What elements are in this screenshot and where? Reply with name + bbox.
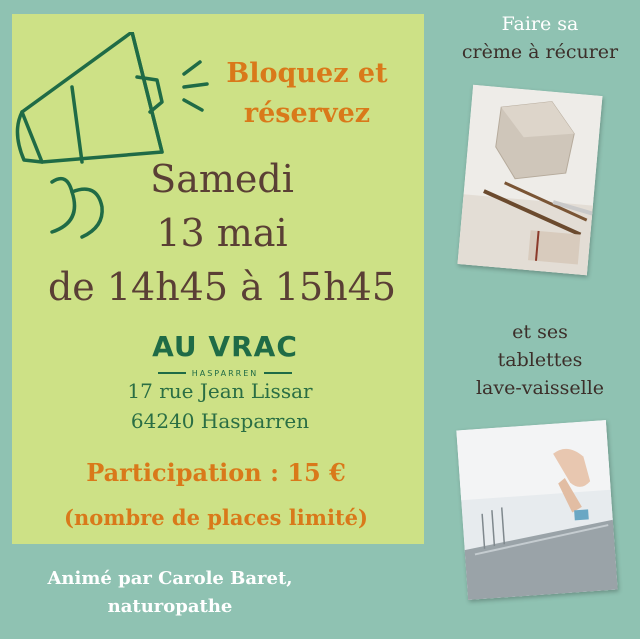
headline-line-1: Bloquez et: [226, 58, 388, 89]
logo-rule-right: [264, 372, 292, 374]
workshop-1-title: [440, 10, 640, 66]
dishwasher-image: [456, 420, 617, 600]
host-line-1: Animé par Carole Baret,: [47, 568, 293, 589]
event-date: 13 mai: [156, 211, 288, 255]
address-line-2: 64240 Hasparren: [130, 409, 310, 433]
workshop-2-line-1: et ses: [512, 321, 568, 343]
workshop-2-line-3: lave-vaisselle: [475, 377, 605, 399]
photo-dishwasher-tablets: [456, 420, 617, 600]
workshop-2-line-2: tablettes: [497, 349, 583, 371]
shop-logo: AU VRAC: [152, 330, 298, 363]
headline: [202, 54, 412, 134]
logo-subtitle-text: HASPARREN: [191, 368, 259, 378]
cleaning-cream-image: [457, 85, 602, 276]
logo-rule-left: [158, 372, 186, 374]
workshop-1-line-1: Faire sa: [501, 13, 579, 35]
participation-note: (nombre de places limité): [64, 505, 368, 530]
participation-price: Participation : 15 €: [86, 458, 346, 487]
host-line-2: naturopathe: [107, 596, 233, 617]
event-day: Samedi: [150, 157, 294, 201]
host-credit: [0, 565, 340, 621]
address-line-1: 17 rue Jean Lissar: [127, 379, 313, 403]
workshop-1-line-2: crème à récurer: [461, 41, 619, 63]
workshop-2-title: [440, 318, 640, 402]
photo-cleaning-cream: [457, 85, 602, 276]
event-time: de 14h45 à 15h45: [47, 265, 397, 309]
shop-address: [60, 376, 380, 436]
headline-line-2: réservez: [243, 98, 371, 129]
